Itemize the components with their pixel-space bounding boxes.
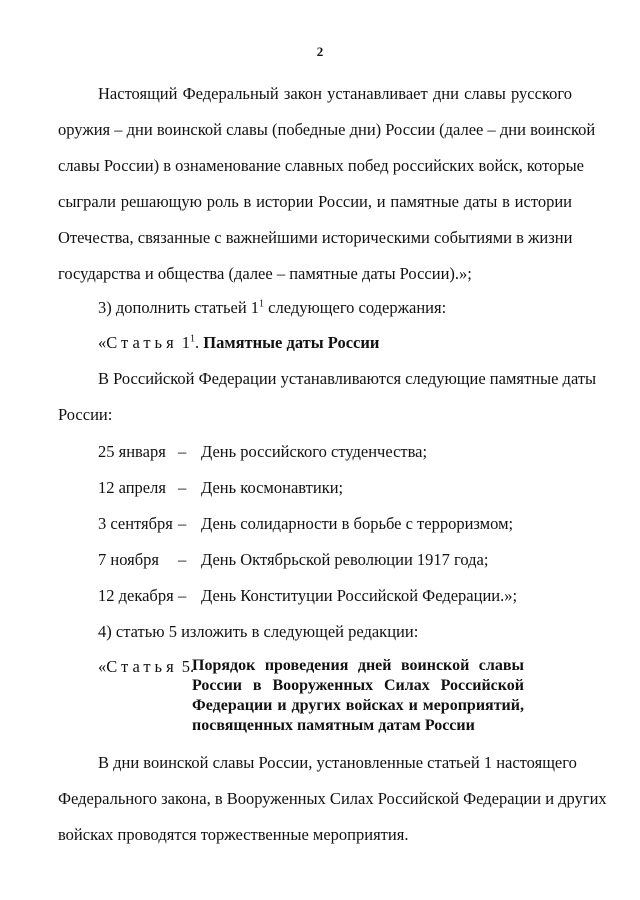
memorial-date-name: День российского студенчества;: [201, 442, 428, 461]
final-line: В дни воинской славы России, установленные статьей 1 настоящего: [98, 753, 577, 772]
memorial-date: 25 января: [98, 442, 166, 461]
final-line: войсках проводятся торжественные мероприятия.: [58, 825, 409, 844]
article-5-title-line: Федерации и других войсках и мероприятий,: [192, 697, 524, 714]
date-dash: –: [178, 550, 187, 569]
article-5-word: Статья: [106, 657, 178, 676]
intro-line: славы России) в ознаменование славных побед российских войск, которые: [58, 156, 584, 175]
intro-line: Настоящий Федеральный закон устанавливает дни славы русского: [98, 84, 572, 103]
intro-line: Отечества, связанные с важнейшими историческими событиями в жизни: [58, 228, 573, 247]
page-number: 2: [316, 44, 324, 59]
final-line: Федерального закона, в Вооруженных Силах Российской Федерации и других: [58, 789, 607, 808]
article-1-1-superscript: 1: [190, 333, 196, 345]
memorial-date: 12 декабря: [98, 586, 174, 605]
item-4-amendment: 4) статью 5 изложить в следующей редакции:: [98, 622, 419, 641]
memorial-date-name: День Конституции Российской Федерации.»;: [201, 586, 518, 605]
date-dash: –: [178, 514, 187, 533]
memorial-date-name: День Октябрьской революции 1917 года;: [201, 550, 489, 569]
article-1-1-open-quote: «: [98, 333, 107, 352]
article-1-1-word: Статья: [106, 333, 178, 352]
article-1-1-title: Памятные даты России: [203, 333, 380, 352]
intro-line: сыграли решающую роль в истории России, и памятные даты в истории: [58, 192, 572, 211]
article-1-1-number: 1: [181, 333, 191, 352]
memorial-date: 3 сентября: [98, 514, 173, 533]
article-5-open-quote: «: [98, 657, 107, 676]
memorial-date: 7 ноября: [98, 550, 159, 569]
establish-line: России:: [58, 405, 113, 424]
establish-line: В Российской Федерации устанавливаются следующие памятные даты: [98, 369, 597, 388]
article-5-title-line: России в Вооруженных Силах Российской: [192, 677, 524, 694]
article-5-number: 5.: [181, 657, 195, 676]
memorial-date-name: День солидарности в борьбе с терроризмом;: [201, 514, 514, 533]
intro-line: государства и общества (далее – памятные даты России).»;: [58, 264, 472, 283]
article-1-1-period: .: [195, 333, 200, 352]
article-1-1-heading: [98, 333, 379, 353]
article-5-title-line: Порядок проведения дней воинской славы: [192, 657, 524, 674]
item-3-text-end: следующего содержания:: [264, 298, 447, 317]
article-5-title-line: посвященных памятным датам России: [192, 717, 475, 734]
intro-line: оружия – дни воинской славы (победные дни) России (далее – дни воинской: [58, 120, 596, 139]
date-dash: –: [178, 442, 187, 461]
item-3-superscript: 1: [259, 298, 265, 310]
date-dash: –: [178, 478, 187, 497]
item-3-amendment: [98, 298, 446, 318]
memorial-date-name: День космонавтики;: [201, 478, 344, 497]
date-dash: –: [178, 586, 187, 605]
article-5-label: [98, 657, 194, 677]
memorial-date: 12 апреля: [98, 478, 166, 497]
item-3-text-start: 3) дополнить статьей 1: [98, 298, 260, 317]
